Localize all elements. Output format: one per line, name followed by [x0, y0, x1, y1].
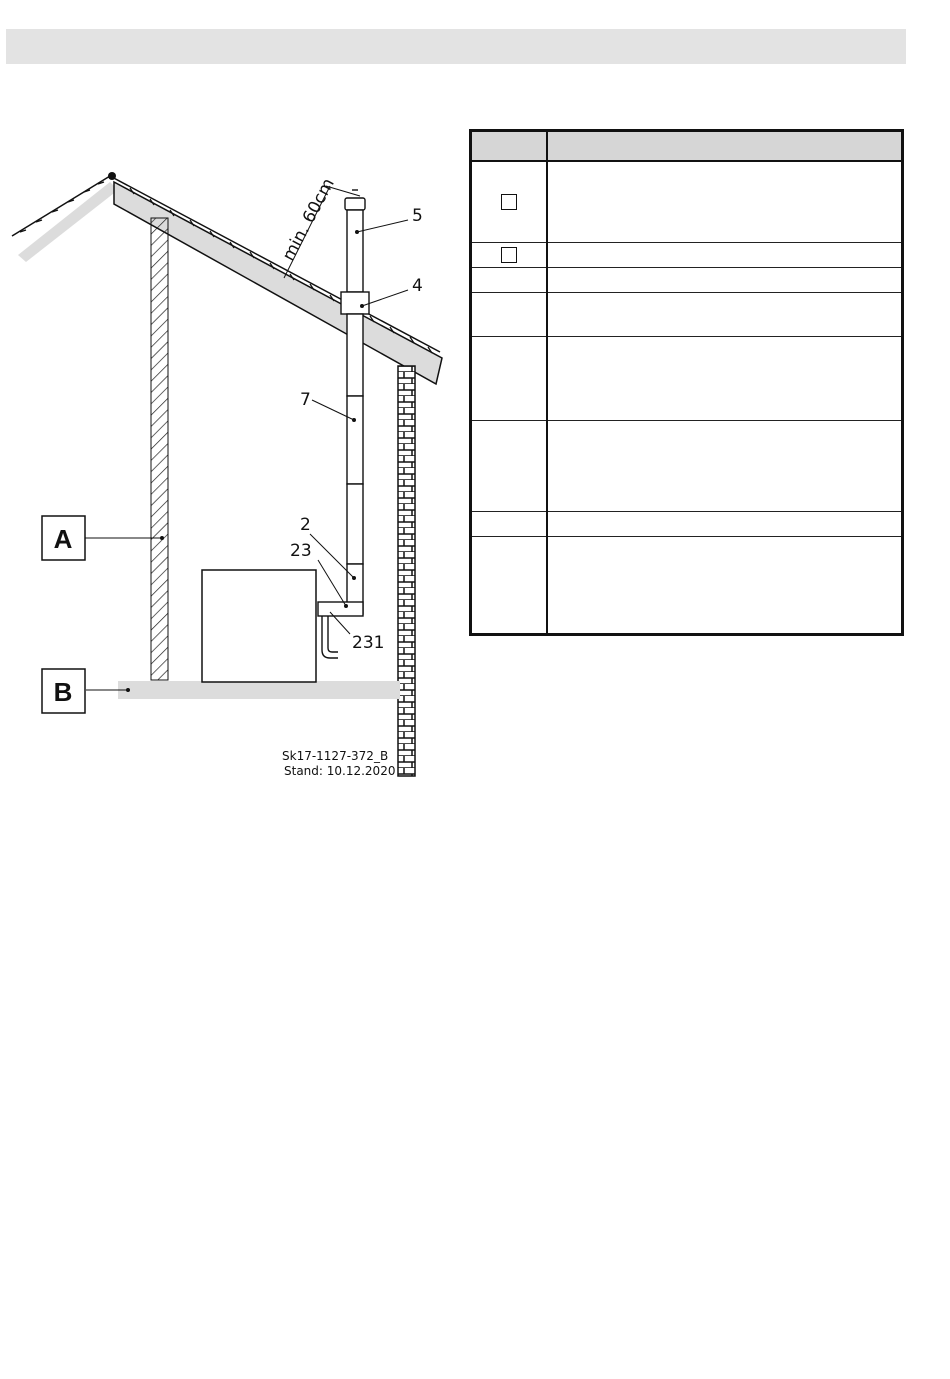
legend-cell-key	[471, 268, 548, 293]
callout-4: 4	[412, 276, 423, 296]
zone-label-a	[42, 516, 85, 560]
legend-cell-text	[547, 293, 903, 337]
legend-cell-key	[471, 161, 548, 243]
legend-cell-text	[547, 421, 903, 512]
legend-header-cell	[547, 131, 903, 161]
legend-cell-key	[471, 421, 548, 512]
checkbox[interactable]	[501, 194, 517, 210]
zone-label-b	[42, 669, 85, 713]
appliance-box	[202, 570, 316, 682]
roof	[12, 172, 442, 384]
table-row	[471, 337, 903, 421]
legend-cell-key	[471, 243, 548, 268]
flue-system	[318, 190, 369, 658]
legend-cell-text	[547, 512, 903, 537]
legend-cell-key	[471, 293, 548, 337]
left-wall	[151, 218, 168, 680]
legend-header-row	[471, 131, 903, 161]
callout-5: 5	[412, 206, 423, 226]
legend-cell-key	[471, 337, 548, 421]
legend-cell-text	[547, 537, 903, 635]
drawing-id: Sk17-1127-372_B	[282, 749, 389, 763]
callout-231: 231	[352, 633, 385, 653]
legend-cell-text	[547, 243, 903, 268]
table-row	[471, 537, 903, 635]
table-row	[471, 161, 903, 243]
legend-cell-text	[547, 337, 903, 421]
table-row	[471, 293, 903, 337]
legend-cell-key	[471, 512, 548, 537]
drawing-date: Stand: 10.12.2020	[284, 764, 396, 778]
min-distance-label: min. 60cm	[278, 175, 339, 265]
table-row	[471, 268, 903, 293]
callout-23: 23	[290, 541, 312, 561]
legend-header-cell	[471, 131, 548, 161]
svg-text:B: B	[53, 677, 73, 707]
table-row	[471, 512, 903, 537]
svg-text:A: A	[53, 524, 73, 554]
legend-cell-text	[547, 161, 903, 243]
brick-wall	[398, 366, 415, 776]
legend-table	[469, 129, 904, 636]
floor-slab	[118, 681, 400, 699]
legend-cell-key	[471, 537, 548, 635]
installation-drawing	[0, 150, 460, 790]
table-row	[471, 421, 903, 512]
table-row	[471, 243, 903, 268]
section-header-bar	[6, 29, 906, 64]
callout-2: 2	[300, 515, 311, 535]
checkbox[interactable]	[501, 247, 517, 263]
callout-7: 7	[300, 390, 311, 410]
legend-cell-text	[547, 268, 903, 293]
installation-drawing-svg	[0, 150, 460, 790]
